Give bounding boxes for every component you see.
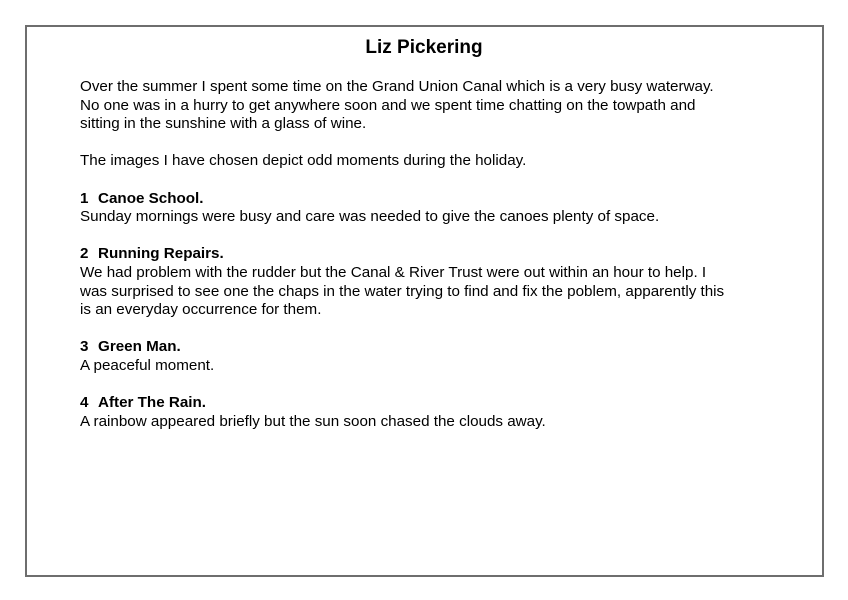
section-line: was surprised to see one the chaps in the water trying to find and fix the poblem, apparently this — [80, 282, 725, 300]
section-heading — [80, 338, 780, 357]
intro-paragraph — [80, 78, 780, 134]
section-number: 2 — [80, 245, 89, 263]
section-title: After The Rain. — [98, 394, 207, 412]
section-4 — [80, 394, 780, 431]
section-heading — [80, 245, 780, 264]
section-3 — [80, 338, 780, 375]
intro-line: No one was in a hurry to get anywhere soon and we spent time chatting on the towpath and — [80, 96, 696, 114]
section-title: Running Repairs. — [98, 245, 224, 263]
section-line: A rainbow appeared briefly but the sun soon chased the clouds away. — [80, 412, 546, 430]
section-number: 1 — [80, 189, 89, 207]
page-title: Liz Pickering — [365, 37, 483, 58]
intro-line: sitting in the sunshine with a glass of wine. — [80, 115, 367, 133]
section-1 — [80, 190, 780, 227]
section-number: 4 — [80, 394, 89, 412]
section-line: is an everyday occurrence for them. — [80, 301, 322, 319]
document-body — [80, 78, 780, 431]
section-line: A peaceful moment. — [80, 356, 215, 374]
section-heading — [80, 394, 780, 413]
section-number: 3 — [80, 338, 89, 356]
section-line: Sunday mornings were busy and care was needed to give the canoes plenty of space. — [80, 208, 660, 226]
statement-paragraph — [80, 152, 780, 171]
section-2 — [80, 245, 780, 319]
intro-line: Over the summer I spent some time on the Grand Union Canal which is a very busy waterway. — [80, 78, 714, 95]
section-heading — [80, 190, 780, 209]
section-line: We had problem with the rudder but the Canal & River Trust were out within an hour to help. I — [80, 263, 707, 281]
section-title: Canoe School. — [98, 189, 204, 207]
section-title: Green Man. — [98, 338, 181, 356]
statement-line: The images I have chosen depict odd moments during the holiday. — [80, 152, 527, 170]
